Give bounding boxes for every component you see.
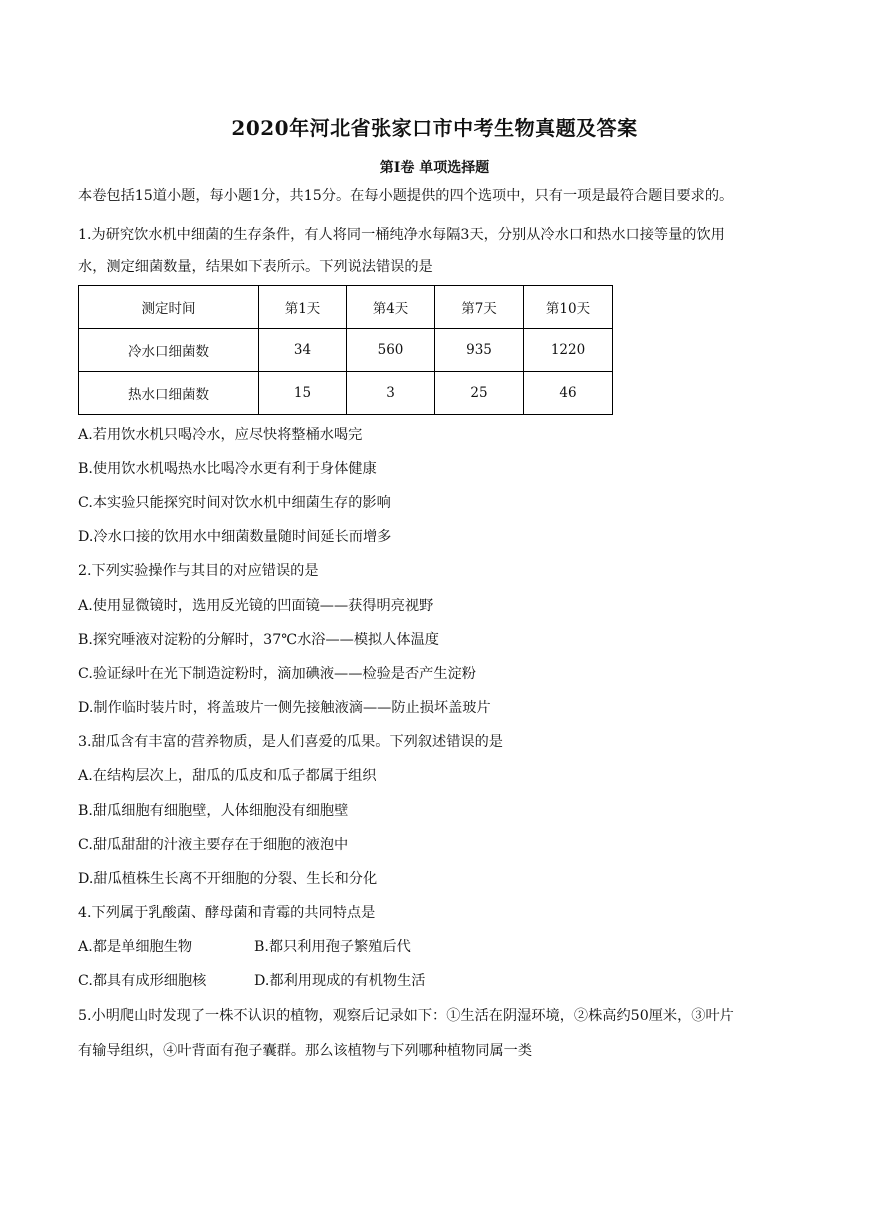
q1-option-c: C.本实验只能探究时间对饮水机中细菌生存的影响 — [78, 495, 391, 511]
table-cell: 34 — [259, 329, 347, 372]
table-header-cell: 第10天 — [524, 286, 613, 329]
section-heading: 第Ⅰ卷 单项选择题 — [379, 160, 490, 176]
q3-stem: 3.甜瓜含有丰富的营养物质，是人们喜爱的瓜果。下列叙述错误的是 — [78, 734, 503, 750]
q1-stem-line1: 1.为研究饮水机中细菌的生存条件，有人将同一桶纯净水每隔3天，分别从冷水口和热水口接等量的饮用 — [78, 227, 725, 243]
section-intro: 本卷包括15道小题，每小题1分，共15分。在每小题提供的四个选项中，只有一项是最符合题目要求的。 — [78, 188, 734, 204]
table-cell: 25 — [435, 372, 524, 415]
q3-option-b: B.甜瓜细胞有细胞壁，人体细胞没有细胞壁 — [78, 803, 349, 819]
q2-stem: 2.下列实验操作与其目的对应错误的是 — [78, 563, 319, 579]
table-cell: 15 — [259, 372, 347, 415]
q5-stem-line2: 有输导组织，④叶背面有孢子囊群。那么该植物与下列哪种植物同属一类 — [78, 1043, 533, 1059]
q4-stem: 4.下列属于乳酸菌、酵母菌和青霉的共同特点是 — [78, 905, 376, 921]
q2-option-b: B.探究唾液对淀粉的分解时，37℃水浴——模拟人体温度 — [78, 632, 439, 648]
table-cell: 46 — [524, 372, 613, 415]
table-header-cell: 第4天 — [347, 286, 435, 329]
q4-options-row2 — [78, 971, 798, 991]
q1-stem-line2: 水，测定细菌数量，结果如下表所示。下列说法错误的是 — [78, 259, 433, 275]
table-cell: 560 — [347, 329, 435, 372]
q4-option-d: D.都利用现成的有机物生活 — [254, 973, 426, 989]
q4-options-row1 — [78, 937, 798, 957]
document-title: 2020年河北省张家口市中考生物真题及答案 — [231, 116, 638, 140]
bacteria-count-table — [78, 285, 613, 415]
q5-stem-line1: 5.小明爬山时发现了一株不认识的植物，观察后记录如下：①生活在阴湿环境，②株高约50厘米，③叶片 — [78, 1008, 734, 1024]
q4-option-c: C.都具有成形细胞核 — [78, 973, 207, 989]
q3-option-a: A.在结构层次上，甜瓜的瓜皮和瓜子都属于组织 — [78, 768, 377, 784]
q1-option-d: D.冷水口接的饮用水中细菌数量随时间延长而增多 — [78, 529, 392, 545]
q4-option-b: B.都只利用孢子繁殖后代 — [254, 939, 411, 955]
table-header-cell: 第7天 — [435, 286, 524, 329]
q3-option-c: C.甜瓜甜甜的汁液主要存在于细胞的液泡中 — [78, 837, 349, 853]
table-header-cell: 测定时间 — [79, 286, 259, 329]
q2-option-d: D.制作临时装片时，将盖玻片一侧先接触液滴——防止损坏盖玻片 — [78, 700, 491, 716]
q1-option-a: A.若用饮水机只喝冷水，应尽快将整桶水喝完 — [78, 427, 363, 443]
table-row — [79, 329, 613, 372]
q2-option-a: A.使用显微镜时，选用反光镜的凹面镜——获得明亮视野 — [78, 598, 434, 614]
table-cell: 935 — [435, 329, 524, 372]
q2-option-c: C.验证绿叶在光下制造淀粉时，滴加碘液——检验是否产生淀粉 — [78, 666, 476, 682]
q1-option-b: B.使用饮水机喝热水比喝冷水更有利于身体健康 — [78, 461, 377, 477]
table-row — [79, 372, 613, 415]
table-cell: 冷水口细菌数 — [79, 329, 259, 372]
table-header-row — [79, 286, 613, 329]
table-header-cell: 第1天 — [259, 286, 347, 329]
q3-option-d: D.甜瓜植株生长离不开细胞的分裂、生长和分化 — [78, 871, 378, 887]
table-cell: 1220 — [524, 329, 613, 372]
q4-option-a: A.都是单细胞生物 — [78, 939, 193, 955]
table-cell: 3 — [347, 372, 435, 415]
table-cell: 热水口细菌数 — [79, 372, 259, 415]
